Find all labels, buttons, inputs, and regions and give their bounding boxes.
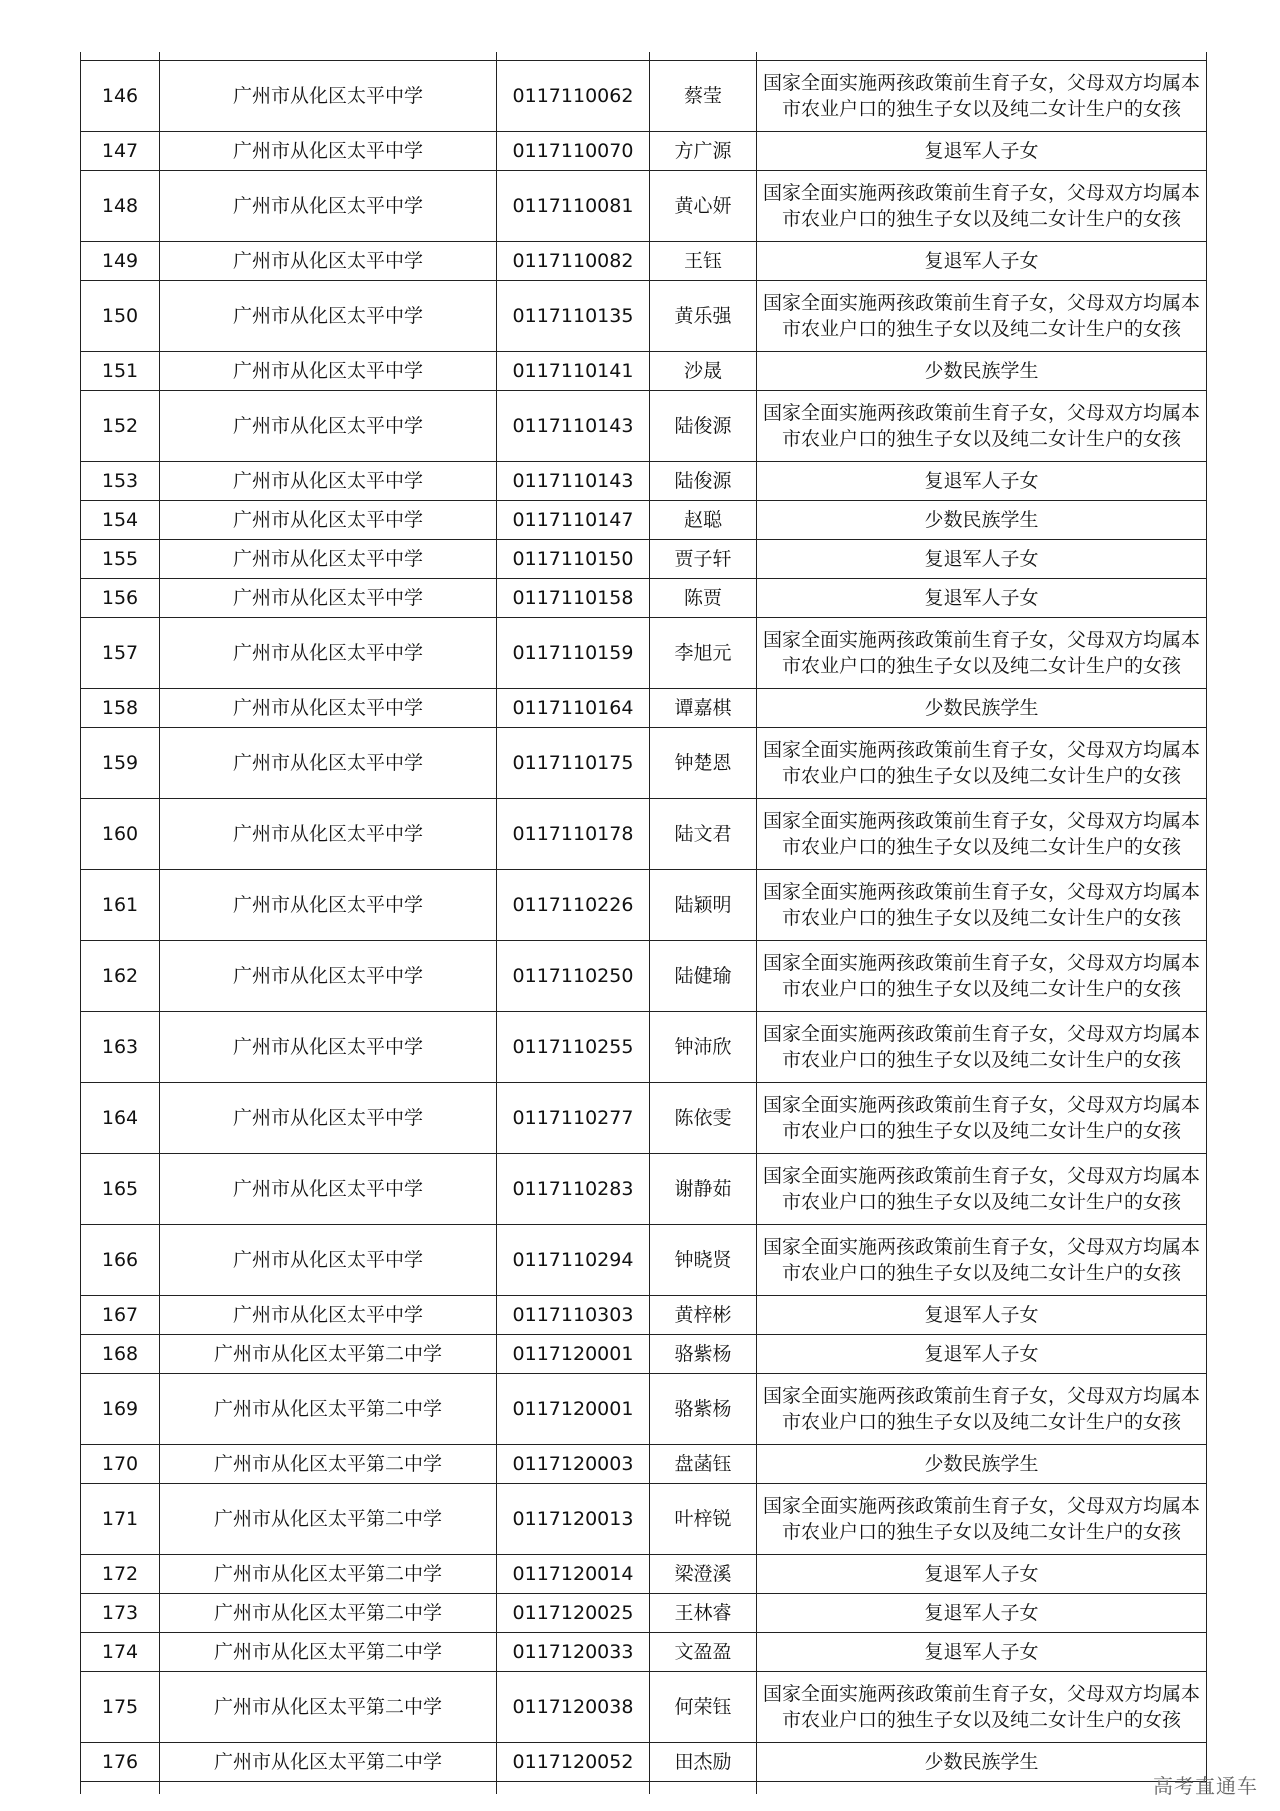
student-name: 蔡莹: [650, 61, 757, 132]
student-name: 梁澄溪: [650, 1555, 757, 1594]
school-name: 广州市从化区太平第二中学: [160, 1672, 497, 1743]
school-name: 广州市从化区太平中学: [160, 941, 497, 1012]
school-name: 广州市从化区太平中学: [160, 61, 497, 132]
row-number: 173: [81, 1594, 160, 1633]
student-name: 钟晓贤: [650, 1225, 757, 1296]
row-number: 152: [81, 391, 160, 462]
table-row: [81, 171, 1207, 242]
student-id: 0117110255: [497, 1012, 650, 1083]
category: 复退军人子女: [757, 462, 1207, 501]
table-row: [81, 61, 1207, 132]
student-id: 0117110062: [497, 61, 650, 132]
category: 国家全面实施两孩政策前生育子女，父母双方均属本市农业户口的独生子女以及纯二女计生户的女孩: [757, 728, 1207, 799]
school-name: 广州市从化区太平第二中学: [160, 1374, 497, 1445]
category: 国家全面实施两孩政策前生育子女，父母双方均属本市农业户口的独生子女以及纯二女计生户的女孩: [757, 1374, 1207, 1445]
category: 国家全面实施两孩政策前生育子女，父母双方均属本市农业户口的独生子女以及纯二女计生户的女孩: [757, 941, 1207, 1012]
student-id: 0117110143: [497, 391, 650, 462]
table-row: [81, 1335, 1207, 1374]
student-id: 0117110135: [497, 281, 650, 352]
student-name: 田杰励: [650, 1743, 757, 1782]
row-number: 165: [81, 1154, 160, 1225]
student-name: 盘菡钰: [650, 1445, 757, 1484]
student-id: 0117110141: [497, 352, 650, 391]
school-name: 广州市从化区太平中学: [160, 1225, 497, 1296]
student-id: 0117110164: [497, 689, 650, 728]
school-name: 广州市从化区太平中学: [160, 540, 497, 579]
category: 国家全面实施两孩政策前生育子女，父母双方均属本市农业户口的独生子女以及纯二女计生户的女孩: [757, 1012, 1207, 1083]
school-name: 广州市从化区太平中学: [160, 1154, 497, 1225]
row-number: 163: [81, 1012, 160, 1083]
row-number: 161: [81, 870, 160, 941]
row-number: 146: [81, 61, 160, 132]
category: 复退军人子女: [757, 1555, 1207, 1594]
school-name: 广州市从化区太平中学: [160, 1012, 497, 1083]
student-id: 0117110178: [497, 799, 650, 870]
student-name: 陆俊源: [650, 391, 757, 462]
row-number: 157: [81, 618, 160, 689]
table-row: [81, 579, 1207, 618]
student-id: 0117120003: [497, 1445, 650, 1484]
table-row: [81, 281, 1207, 352]
table-row: [81, 501, 1207, 540]
category: 国家全面实施两孩政策前生育子女，父母双方均属本市农业户口的独生子女以及纯二女计生户的女孩: [757, 1225, 1207, 1296]
student-id: 0117110147: [497, 501, 650, 540]
school-name: 广州市从化区太平中学: [160, 579, 497, 618]
table-row: [81, 1296, 1207, 1335]
student-id: 0117120038: [497, 1672, 650, 1743]
row-number: 153: [81, 462, 160, 501]
category: 复退军人子女: [757, 579, 1207, 618]
table-row: [81, 242, 1207, 281]
student-name: 黄梓彬: [650, 1296, 757, 1335]
table-row: [81, 462, 1207, 501]
student-name: 王钰: [650, 242, 757, 281]
student-name: 谭嘉棋: [650, 689, 757, 728]
student-id: 0117120013: [497, 1484, 650, 1555]
school-name: 广州市从化区太平第二中学: [160, 1555, 497, 1594]
row-number: 149: [81, 242, 160, 281]
student-table-body: [81, 52, 1207, 1794]
category: 国家全面实施两孩政策前生育子女，父母双方均属本市农业户口的独生子女以及纯二女计生户的女孩: [757, 171, 1207, 242]
table-row: [81, 1012, 1207, 1083]
student-id: 0117110158: [497, 579, 650, 618]
row-number: 166: [81, 1225, 160, 1296]
student-id: 0117110159: [497, 618, 650, 689]
student-name: 李旭元: [650, 618, 757, 689]
row-number: 172: [81, 1555, 160, 1594]
row-number: 169: [81, 1374, 160, 1445]
row-number: 156: [81, 579, 160, 618]
school-name: 广州市从化区太平中学: [160, 1083, 497, 1154]
table-row: [81, 1484, 1207, 1555]
row-number: 150: [81, 281, 160, 352]
student-id: 0117110150: [497, 540, 650, 579]
category: 少数民族学生: [757, 501, 1207, 540]
student-id: 0117120014: [497, 1555, 650, 1594]
school-name: 广州市从化区太平第二中学: [160, 1335, 497, 1374]
category: 复退军人子女: [757, 1335, 1207, 1374]
table-row: [81, 799, 1207, 870]
student-id: 0117110143: [497, 462, 650, 501]
student-id: 0117110070: [497, 132, 650, 171]
school-name: 广州市从化区太平中学: [160, 1296, 497, 1335]
student-name: 方广源: [650, 132, 757, 171]
student-name: 黄乐强: [650, 281, 757, 352]
student-name: 骆紫杨: [650, 1374, 757, 1445]
category: 复退军人子女: [757, 1296, 1207, 1335]
table-row: [81, 1672, 1207, 1743]
student-name: 王林睿: [650, 1594, 757, 1633]
table-bottom-edge: [81, 1782, 1207, 1795]
row-number: 158: [81, 689, 160, 728]
school-name: 广州市从化区太平中学: [160, 171, 497, 242]
category: 复退军人子女: [757, 1633, 1207, 1672]
category: 国家全面实施两孩政策前生育子女，父母双方均属本市农业户口的独生子女以及纯二女计生户的女孩: [757, 870, 1207, 941]
school-name: 广州市从化区太平中学: [160, 281, 497, 352]
table-row: [81, 1743, 1207, 1782]
row-number: 176: [81, 1743, 160, 1782]
student-id: 0117120052: [497, 1743, 650, 1782]
table-top-edge: [81, 52, 1207, 61]
school-name: 广州市从化区太平第二中学: [160, 1594, 497, 1633]
category: 复退军人子女: [757, 132, 1207, 171]
student-name: 文盈盈: [650, 1633, 757, 1672]
category: 复退军人子女: [757, 242, 1207, 281]
table-row: [81, 618, 1207, 689]
student-name: 陆颖明: [650, 870, 757, 941]
table-row: [81, 540, 1207, 579]
student-table: [80, 52, 1207, 1794]
student-id: 0117110277: [497, 1083, 650, 1154]
row-number: 160: [81, 799, 160, 870]
table-row: [81, 728, 1207, 799]
student-id: 0117120033: [497, 1633, 650, 1672]
table-row: [81, 1445, 1207, 1484]
table-row: [81, 352, 1207, 391]
category: 国家全面实施两孩政策前生育子女，父母双方均属本市农业户口的独生子女以及纯二女计生户的女孩: [757, 1154, 1207, 1225]
student-id: 0117110081: [497, 171, 650, 242]
school-name: 广州市从化区太平中学: [160, 799, 497, 870]
category: 国家全面实施两孩政策前生育子女，父母双方均属本市农业户口的独生子女以及纯二女计生户的女孩: [757, 618, 1207, 689]
row-number: 154: [81, 501, 160, 540]
table-row: [81, 391, 1207, 462]
row-number: 175: [81, 1672, 160, 1743]
school-name: 广州市从化区太平中学: [160, 689, 497, 728]
student-id: 0117110283: [497, 1154, 650, 1225]
row-number: 162: [81, 941, 160, 1012]
student-name: 黄心妍: [650, 171, 757, 242]
table-row: [81, 1374, 1207, 1445]
row-number: 164: [81, 1083, 160, 1154]
student-name: 骆紫杨: [650, 1335, 757, 1374]
student-name: 陆健瑜: [650, 941, 757, 1012]
row-number: 151: [81, 352, 160, 391]
category: 国家全面实施两孩政策前生育子女，父母双方均属本市农业户口的独生子女以及纯二女计生户的女孩: [757, 1484, 1207, 1555]
row-number: 174: [81, 1633, 160, 1672]
row-number: 170: [81, 1445, 160, 1484]
category: 少数民族学生: [757, 352, 1207, 391]
watermark-text: 高考直通车: [1153, 1774, 1258, 1798]
category: 复退军人子女: [757, 540, 1207, 579]
school-name: 广州市从化区太平中学: [160, 462, 497, 501]
school-name: 广州市从化区太平第二中学: [160, 1484, 497, 1555]
student-name: 陈依雯: [650, 1083, 757, 1154]
student-name: 钟楚恩: [650, 728, 757, 799]
table-row: [81, 689, 1207, 728]
school-name: 广州市从化区太平第二中学: [160, 1445, 497, 1484]
category: 国家全面实施两孩政策前生育子女，父母双方均属本市农业户口的独生子女以及纯二女计生户的女孩: [757, 1083, 1207, 1154]
category: 少数民族学生: [757, 689, 1207, 728]
school-name: 广州市从化区太平第二中学: [160, 1743, 497, 1782]
table-row: [81, 1154, 1207, 1225]
row-number: 147: [81, 132, 160, 171]
category: 少数民族学生: [757, 1743, 1207, 1782]
student-name: 赵聪: [650, 501, 757, 540]
student-name: 陆俊源: [650, 462, 757, 501]
category: 国家全面实施两孩政策前生育子女，父母双方均属本市农业户口的独生子女以及纯二女计生户的女孩: [757, 799, 1207, 870]
student-name: 沙晟: [650, 352, 757, 391]
student-id: 0117110082: [497, 242, 650, 281]
table-row: [81, 1225, 1207, 1296]
row-number: 168: [81, 1335, 160, 1374]
student-name: 钟沛欣: [650, 1012, 757, 1083]
school-name: 广州市从化区太平第二中学: [160, 1633, 497, 1672]
student-id: 0117120001: [497, 1335, 650, 1374]
student-id: 0117120025: [497, 1594, 650, 1633]
table-row: [81, 132, 1207, 171]
table-row: [81, 1083, 1207, 1154]
student-name: 谢静茹: [650, 1154, 757, 1225]
table-row: [81, 1594, 1207, 1633]
school-name: 广州市从化区太平中学: [160, 728, 497, 799]
row-number: 148: [81, 171, 160, 242]
school-name: 广州市从化区太平中学: [160, 870, 497, 941]
category: 国家全面实施两孩政策前生育子女，父母双方均属本市农业户口的独生子女以及纯二女计生户的女孩: [757, 391, 1207, 462]
student-id: 0117120001: [497, 1374, 650, 1445]
school-name: 广州市从化区太平中学: [160, 391, 497, 462]
student-name: 叶梓锐: [650, 1484, 757, 1555]
student-name: 何荣钰: [650, 1672, 757, 1743]
school-name: 广州市从化区太平中学: [160, 618, 497, 689]
student-name: 陆文君: [650, 799, 757, 870]
school-name: 广州市从化区太平中学: [160, 501, 497, 540]
category: 复退军人子女: [757, 1594, 1207, 1633]
student-id: 0117110250: [497, 941, 650, 1012]
student-id: 0117110303: [497, 1296, 650, 1335]
student-name: 贾子轩: [650, 540, 757, 579]
school-name: 广州市从化区太平中学: [160, 132, 497, 171]
category: 国家全面实施两孩政策前生育子女，父母双方均属本市农业户口的独生子女以及纯二女计生户的女孩: [757, 1672, 1207, 1743]
table-row: [81, 1555, 1207, 1594]
category: 国家全面实施两孩政策前生育子女，父母双方均属本市农业户口的独生子女以及纯二女计生户的女孩: [757, 61, 1207, 132]
student-id: 0117110175: [497, 728, 650, 799]
row-number: 171: [81, 1484, 160, 1555]
row-number: 159: [81, 728, 160, 799]
row-number: 167: [81, 1296, 160, 1335]
category: 少数民族学生: [757, 1445, 1207, 1484]
student-name: 陈贾: [650, 579, 757, 618]
school-name: 广州市从化区太平中学: [160, 352, 497, 391]
school-name: 广州市从化区太平中学: [160, 242, 497, 281]
table-row: [81, 1633, 1207, 1672]
row-number: 155: [81, 540, 160, 579]
student-id: 0117110226: [497, 870, 650, 941]
table-row: [81, 941, 1207, 1012]
category: 国家全面实施两孩政策前生育子女，父母双方均属本市农业户口的独生子女以及纯二女计生户的女孩: [757, 281, 1207, 352]
table-row: [81, 870, 1207, 941]
student-id: 0117110294: [497, 1225, 650, 1296]
